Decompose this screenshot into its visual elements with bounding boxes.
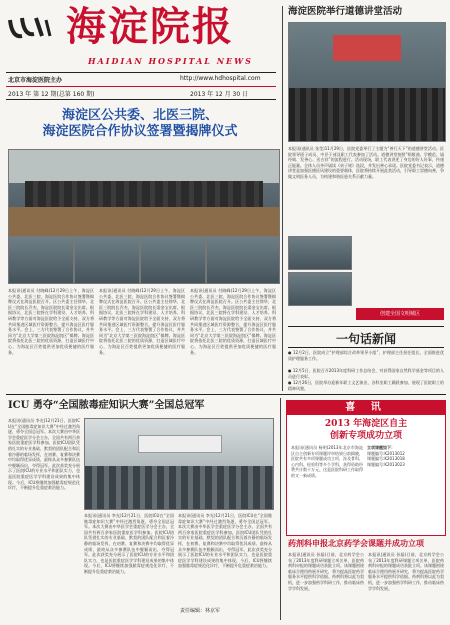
- short-news-item: ● 12月2日，医院成立“护理部综合改革领导小组”，护理部主任担任组长，全面推进优质护理服务工作。: [288, 350, 444, 361]
- icu-text-col1: 本报讯(通讯员 李光)12月21日，医院ICU在“全国脓毒症知识大赛”中经过激烈角逐，勇夺全国总冠军。本次大赛由中华医学会重症医学分会主办，全国共有两百余家医院重症医学科参加。医院ICU团队凭借扎实的专业基础、默契的团队配合和沉着冷静的临场发挥，在初赛、复赛和决赛中均取得优异成绩，最终从众多参赛队伍中脱颖而出，夺得冠军。此次获奖充分展示了医院ICU的专业水平和团队实力，也是医院重症医学学科建设成果的集中体现。今后，ICU将继续加强脓毒症规范化诊疗，不断提升危重症救治能力。: [8, 418, 80, 491]
- good-news-sub1: 2013 年海淀区自主: [324, 419, 408, 429]
- hospital-logo-icon: [6, 14, 54, 42]
- masthead-sponsor: 北京市海淀医院主办: [8, 77, 63, 84]
- icu-text-col3: 本报讯(通讯员 李光)12月21日，医院ICU在“全国脓毒症知识大赛”中经过激烈角逐，勇夺全国总冠军。本次大赛由中华医学会重症医学分会主办，全国共有两百余家医院重症医学科参加。医院ICU团队凭借扎实的专业基础、默契的团队配合和沉着冷静的临场发挥，在初赛、复赛和决赛中均取得优异成绩，最终从众多参赛队伍中脱颖而出，夺得冠军。此次获奖充分展示了医院ICU的专业水平和团队实力，也是医院重症医学学科建设成果的集中体现。今后，ICU将继续加强脓毒症规范化诊疗，不断提升危重症救治能力。: [178, 513, 272, 569]
- masthead-issue: 2013 年 第 12 期(总第 160 期): [8, 91, 95, 98]
- short-news-item: ● 12月26日，医院举办迎新年职工文艺演出，各科室职工踊跃参加，展现了医院职工的精神风貌。: [288, 380, 444, 391]
- lead-photo-unveiling: [74, 236, 140, 284]
- good-news-list-item: 课题编号:K2013018: [367, 456, 405, 462]
- lead-headline-line1: 海淀区公共委、北医三院、: [61, 108, 218, 123]
- good-news-list-title: 立项课题如下：: [367, 445, 395, 450]
- pharmacy-text-col1: 本报讯(通讯员 孙磊)日前，北京药学会公布了2013年度科研课题立项名单，医院药剂科申报的课题成功获批立项。该课题围绕临床合理用药展开研究，将为提高医院药学服务水平提供科学依据。药剂科将以此为契机，进一步加强药学科研工作，推动临床药学学科发展。: [288, 552, 364, 591]
- lead-text-col1: 本报讯(通讯员 付晓峰)12月29日上午，海淀区公共委、北医三院、海淀医院合作协议签署暨揭牌仪式在海淀医院召开。区公共委主任徐华，北医三院院长乔杰，海淀医院院长梁金宝出席。根据协议，北医三院将在学科建设、人才培养、科研教学等方面对海淀医院给予全面支持，双方将共同推进区域医疗资源整合，提升海淀区医疗服务水平。会上，三方代表签署了合作协议，并共同为“北京大学第三医院海淀院区”揭牌。海淀医院将依托北医三院的优质资源，打造区域医疗中心，为海淀区百姓提供更加优质便捷的医疗服务。: [8, 288, 94, 355]
- good-news-box: [286, 400, 446, 536]
- icu-award-photo: [84, 418, 274, 510]
- lecture-text: 本报讯(通讯员 张莹)11月29日，医院党委举行了主题为“善行天下”的道德讲堂活动。医院领导班子成员、中层干部及职工代表参加了活动。道德讲堂按照“唱歌曲、学模范、诵经典、发善心、送吉祥”的流程进行。活动现场，职工代表讲述了身边的好人好事，传递正能量。全体人员齐声诵读《弟子规》选段，并发出善心承诺。医院党委书记表示，道德讲堂是加强医德医风建设的重要载体，医院将持续开展此类活动，引导职工崇德向善，争做文明医务人员，为构建和谐医患关系贡献力量。: [288, 146, 444, 179]
- icu-text-col2: 本报讯(通讯员 李光)12月21日，医院ICU在“全国脓毒症知识大赛”中经过激烈角逐，勇夺全国总冠军。本次大赛由中华医学会重症医学分会主办，全国共有两百余家医院重症医学科参加。医院ICU团队凭借扎实的专业基础、默契的团队配合和沉着冷静的临场发挥，在初赛、复赛和决赛中均取得优异成绩，最终从众多参赛队伍中脱颖而出，夺得冠军。此次获奖充分展示了医院ICU的专业水平和团队实力，也是医院重症医学学科建设成果的集中体现。今后，ICU将继续加强脓毒症规范化诊疗，不断提升危重症救治能力。: [84, 513, 174, 574]
- good-news-list-item: 课题编号:K2013023: [367, 461, 405, 467]
- lecture-photo: [288, 22, 446, 142]
- icu-editor: 责任编辑：林京军: [180, 608, 221, 614]
- lead-text-col2: 本报讯(通讯员 付晓峰)12月29日上午，海淀区公共委、北医三院、海淀医院合作协议签署暨揭牌仪式在海淀医院召开。区公共委主任徐华，北医三院院长乔杰，海淀医院院长梁金宝出席。根据协议，北医三院将在学科建设、人才培养、科研教学等方面对海淀医院给予全面支持，双方将共同推进区域医疗资源整合，提升海淀区医疗服务水平。会上，三方代表签署了合作协议，并共同为“北京大学第三医院海淀院区”揭牌。海淀医院将依托北医三院的优质资源，打造区域医疗中心，为海淀区百姓提供更加优质便捷的医疗服务。: [99, 288, 185, 355]
- short-news-heading: 一句话新闻: [335, 332, 396, 346]
- short-news-item: ● 12月5日，医院召开2013年度科研工作总结会，对获得国家自然科学基金等项目的人员进行表彰。: [288, 368, 444, 379]
- lead-headline-line2: 海淀医院合作协议签署暨揭牌仪式: [42, 124, 238, 139]
- masthead-website: http://www.hdhospital.com: [180, 75, 261, 82]
- short-news-list: [288, 350, 444, 391]
- lecture-inset-photos: [288, 236, 352, 304]
- pharmacy-headline: 药剂科申报北京药学会课题并成功立项: [288, 538, 424, 548]
- lead-photo-speech: [140, 236, 206, 284]
- pharmacy-text-col2: 本报讯(通讯员 孙磊)日前，北京药学会公布了2013年度科研课题立项名单，医院药剂科申报的课题成功获批立项。该课题围绕临床合理用药展开研究，将为提高医院药学服务水平提供科学依据。药剂科将以此为契机，进一步加强药学科研工作，推动临床药学学科发展。: [368, 552, 444, 591]
- good-news-text: 本报讯(通讯员 杨明)2013年北京市海淀区自主创新专项课题评审结果日前揭晓，医院共有多项课题成功立项，涉及骨科、心内科、检验科等多个学科，获得资助经费共计数十万元。这是医院科研工作取得的又一新成绩。: [291, 445, 363, 478]
- masthead-title: 海淀院报: [66, 3, 234, 50]
- masthead-subtitle: HAIDIAN HOSPITAL NEWS: [88, 56, 253, 66]
- lead-photo-group: [8, 149, 280, 237]
- masthead-date: 2013 年 12 月 30 日: [190, 91, 249, 98]
- good-news-list-item: 课题编号:K2013012: [367, 450, 405, 456]
- civilized-district-badge: 创建全国文明城区: [356, 308, 444, 320]
- good-news-heading: 喜 讯: [287, 401, 445, 415]
- lecture-headline: 海淀医院举行道德讲堂活动: [288, 6, 403, 17]
- lead-photo-signing: [8, 236, 74, 284]
- lead-text-col3: 本报讯(通讯员 付晓峰)12月29日上午，海淀区公共委、北医三院、海淀医院合作协议签署暨揭牌仪式在海淀医院召开。区公共委主任徐华，北医三院院长乔杰，海淀医院院长梁金宝出席。根据协议，北医三院将在学科建设、人才培养、科研教学等方面对海淀医院给予全面支持，双方将共同推进区域医疗资源整合，提升海淀区医疗服务水平。会上，三方代表签署了合作协议，并共同为“北京大学第三医院海淀院区”揭牌。海淀医院将依托北医三院的优质资源，打造区域医疗中心，为海淀区百姓提供更加优质便捷的医疗服务。: [190, 288, 276, 355]
- good-news-sub2: 创新专项成功立项: [329, 431, 402, 441]
- icu-headline: ICU 勇夺“全国脓毒症知识大赛”全国总冠军: [8, 400, 205, 411]
- lead-photo-plaque: [206, 236, 280, 284]
